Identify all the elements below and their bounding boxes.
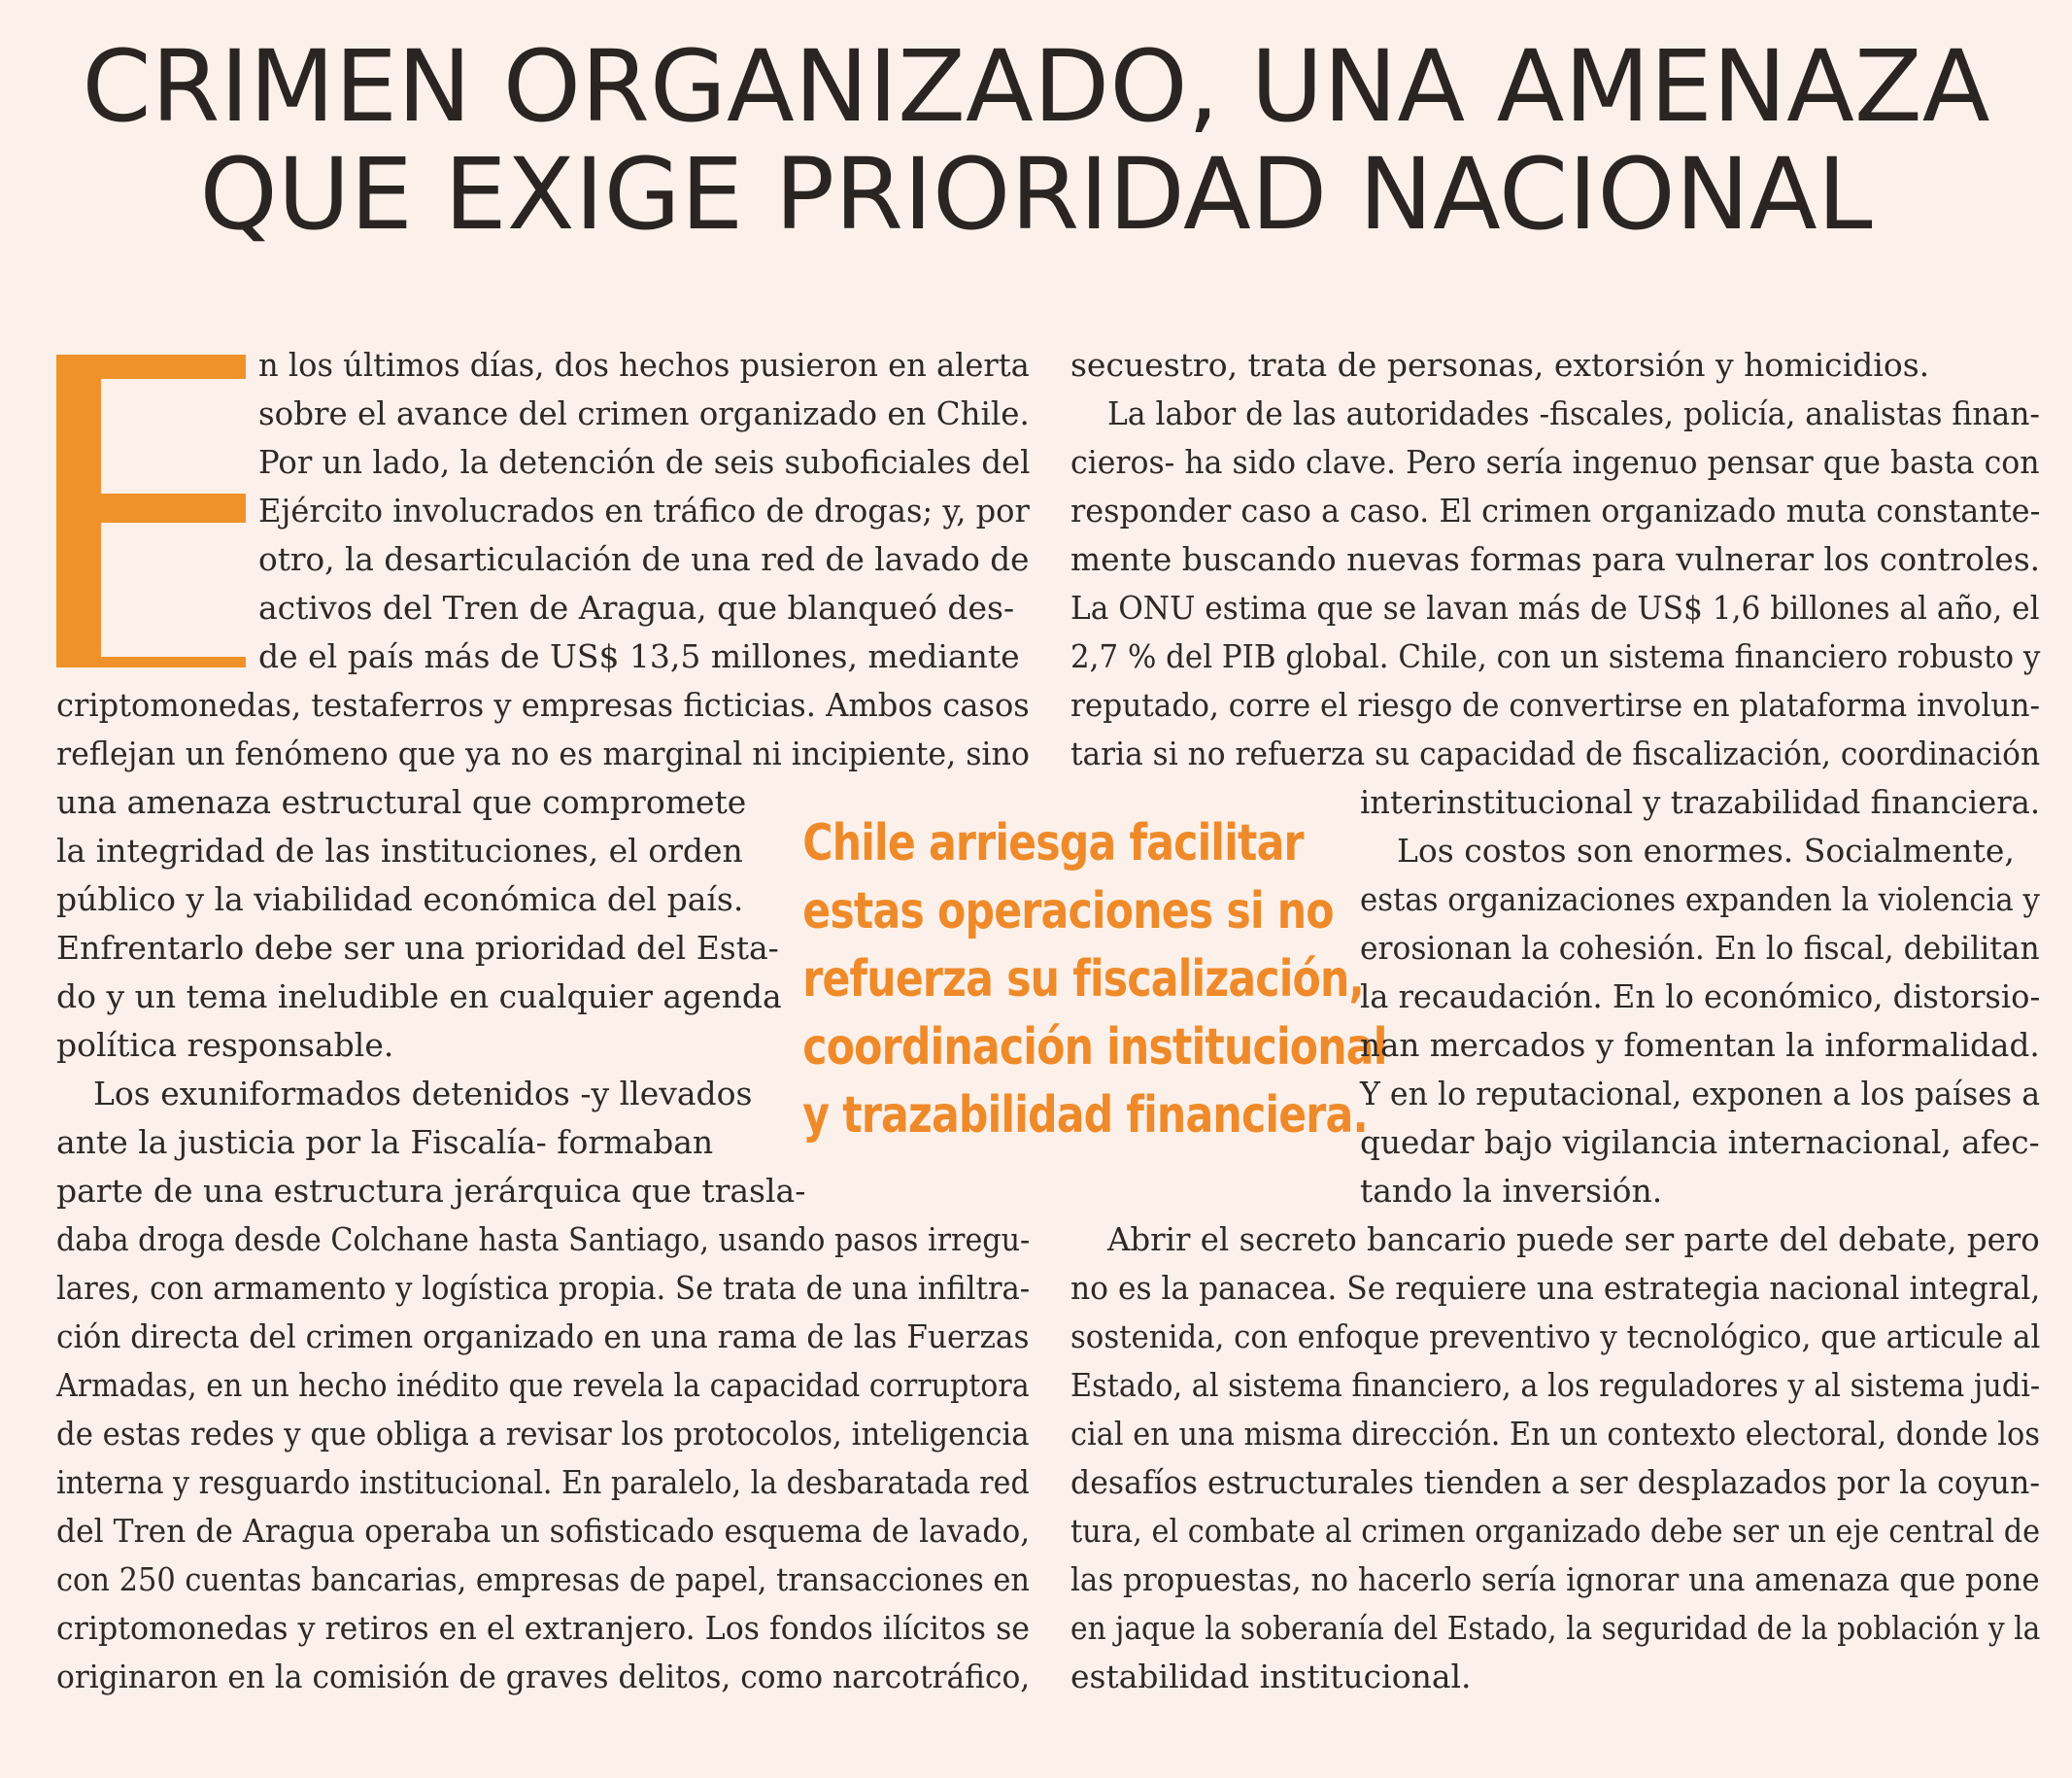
text-line: estas organizaciones expanden la violencia y — [1360, 880, 2040, 918]
text-line: Abrir el secreto bancario puede ser parte del debate, pero — [1107, 1220, 2040, 1258]
pull-quote — [748, 809, 1387, 1149]
text-line: con 250 cuentas bancarias, empresas de papel, transacciones en — [56, 1560, 1030, 1598]
text-line: tando la inversión. — [1360, 1172, 1663, 1210]
text-line: Estado, al sistema financiero, a los reguladores y al sistema judi- — [1070, 1366, 2041, 1404]
text-line: taria si no refuerza su capacidad de fiscalización, coordinación — [1070, 735, 2041, 772]
text-line: do y un tema ineludible en cualquier agenda — [56, 977, 782, 1015]
text-line: cieros- ha sido clave. Pero sería ingenuo pensar que basta con — [1070, 443, 2040, 481]
text-line: Armadas, en un hecho inédito que revela la capacidad corruptora — [56, 1366, 1030, 1404]
text-line: criptomonedas, testaferros y empresas ficticias. Ambos casos — [56, 686, 1030, 724]
text-line: Los costos son enormes. Socialmente, — [1397, 832, 2015, 870]
text-line: reflejan un fenómeno que ya no es marginal ni incipiente, sino — [56, 735, 1030, 772]
text-line: tura, el combate al crimen organizado debe ser un eje central de — [1070, 1512, 2041, 1550]
pull-quote-line: coordinación institucional — [802, 1018, 1387, 1077]
text-line: daba droga desde Colchane hasta Santiago, usando pasos irregu- — [56, 1220, 1031, 1258]
text-line: quedar bajo vigilancia internacional, afec- — [1360, 1123, 2040, 1161]
text-line: la integridad de las instituciones, el orden — [56, 832, 743, 870]
text-line: lares, con armamento y logística propia. Se trata de una infiltra- — [56, 1269, 1031, 1307]
text-line: cial en una misma dirección. En un contexto electoral, donde los — [1070, 1415, 2040, 1453]
text-line: no es la panacea. Se requiere una estrategia nacional integral, — [1070, 1269, 2041, 1307]
text-line: sostenida, con enfoque preventivo y tecnológico, que articule al — [1070, 1317, 2041, 1355]
text-line: reputado, corre el riesgo de convertirse en plataforma involun- — [1070, 686, 2041, 724]
text-line: estabilidad institucional. — [1070, 1658, 1472, 1695]
pull-quote-line: y trazabilidad financiera. — [802, 1086, 1368, 1145]
text-line: Por un lado, la detención de seis suboficiales del — [258, 443, 1031, 481]
text-line: política responsable. — [56, 1026, 394, 1064]
text-line: originaron en la comisión de graves delitos, como narcotráfico, — [56, 1658, 1031, 1695]
article-headline — [0, 29, 2072, 253]
text-line: Los exuniformados detenidos -y llevados — [93, 1075, 753, 1112]
text-line: secuestro, trata de personas, extorsión y homicidios. — [1070, 346, 1930, 384]
text-line: nan mercados y fomentan la informalidad. — [1360, 1026, 2040, 1064]
text-line: otro, la desarticulación de una red de lavado de — [258, 540, 1030, 578]
text-line: sobre el avance del crimen organizado en Chile. — [258, 394, 1030, 432]
text-line: La labor de las autoridades -fiscales, policía, analistas finan- — [1107, 394, 2041, 432]
text-line: La ONU estima que se lavan más de US$ 1,6 billones al año, el — [1070, 589, 2040, 627]
headline-line: CRIMEN ORGANIZADO, UNA AMENAZA — [82, 29, 1990, 145]
text-line: criptomonedas y retiros en el extranjero. Los fondos ilícitos se — [56, 1609, 1031, 1647]
text-line: Y en lo reputacional, exponen a los países a — [1360, 1075, 2041, 1112]
text-line: parte de una estructura jerárquica que trasla- — [56, 1172, 806, 1210]
text-line: ción directa del crimen organizado en una rama de las Fuerzas — [56, 1317, 1030, 1355]
text-line: desafíos estructurales tienden a ser desplazados por la coyun- — [1070, 1463, 2041, 1501]
text-line: erosionan la cohesión. En lo fiscal, debilitan — [1360, 929, 2040, 967]
text-line: Ejército involucrados en tráfico de drogas; y, por — [258, 492, 1030, 530]
pull-quote-line: estas operaciones si no — [802, 882, 1334, 940]
text-line: la recaudación. En lo económico, distorsio- — [1360, 977, 2041, 1015]
headline-line: QUE EXIGE PRIORIDAD NACIONAL — [199, 137, 1873, 253]
text-line: del Tren de Aragua operaba un sofisticado esquema de lavado, — [56, 1512, 1031, 1550]
text-line: Enfrentarlo debe ser una prioridad del Esta- — [56, 929, 779, 967]
drop-cap-e — [56, 355, 246, 667]
text-line: de el país más de US$ 13,5 millones, mediante — [258, 637, 1020, 675]
pull-quote-line: refuerza su fiscalización, — [802, 950, 1364, 1009]
pull-quote-line: Chile arriesga facilitar — [802, 814, 1304, 872]
text-line: ante la justicia por la Fiscalía- formaban — [56, 1123, 714, 1161]
text-line: público y la viabilidad económica del país. — [56, 880, 744, 918]
text-line: n los últimos días, dos hechos pusieron en alerta — [258, 346, 1030, 384]
text-line: una amenaza estructural que compromete — [56, 783, 747, 821]
text-line: mente buscando nuevas formas para vulnerar los controles. — [1070, 540, 2041, 578]
text-line: interna y resguardo institucional. En paralelo, la desbaratada red — [56, 1463, 1030, 1501]
text-line: en jaque la soberanía del Estado, la seguridad de la población y la — [1070, 1609, 2041, 1647]
text-line: activos del Tren de Aragua, que blanqueó des- — [258, 589, 1015, 627]
text-line: responder caso a caso. El crimen organizado muta constante- — [1070, 492, 2041, 530]
text-line: interinstitucional y trazabilidad financiera. — [1360, 783, 2041, 821]
text-line: 2,7 % del PIB global. Chile, con un sistema financiero robusto y — [1070, 637, 2041, 675]
text-line: de estas redes y que obliga a revisar los protocolos, inteligencia — [56, 1415, 1030, 1453]
text-line: las propuestas, no hacerlo sería ignorar una amenaza que pone — [1070, 1560, 2040, 1598]
